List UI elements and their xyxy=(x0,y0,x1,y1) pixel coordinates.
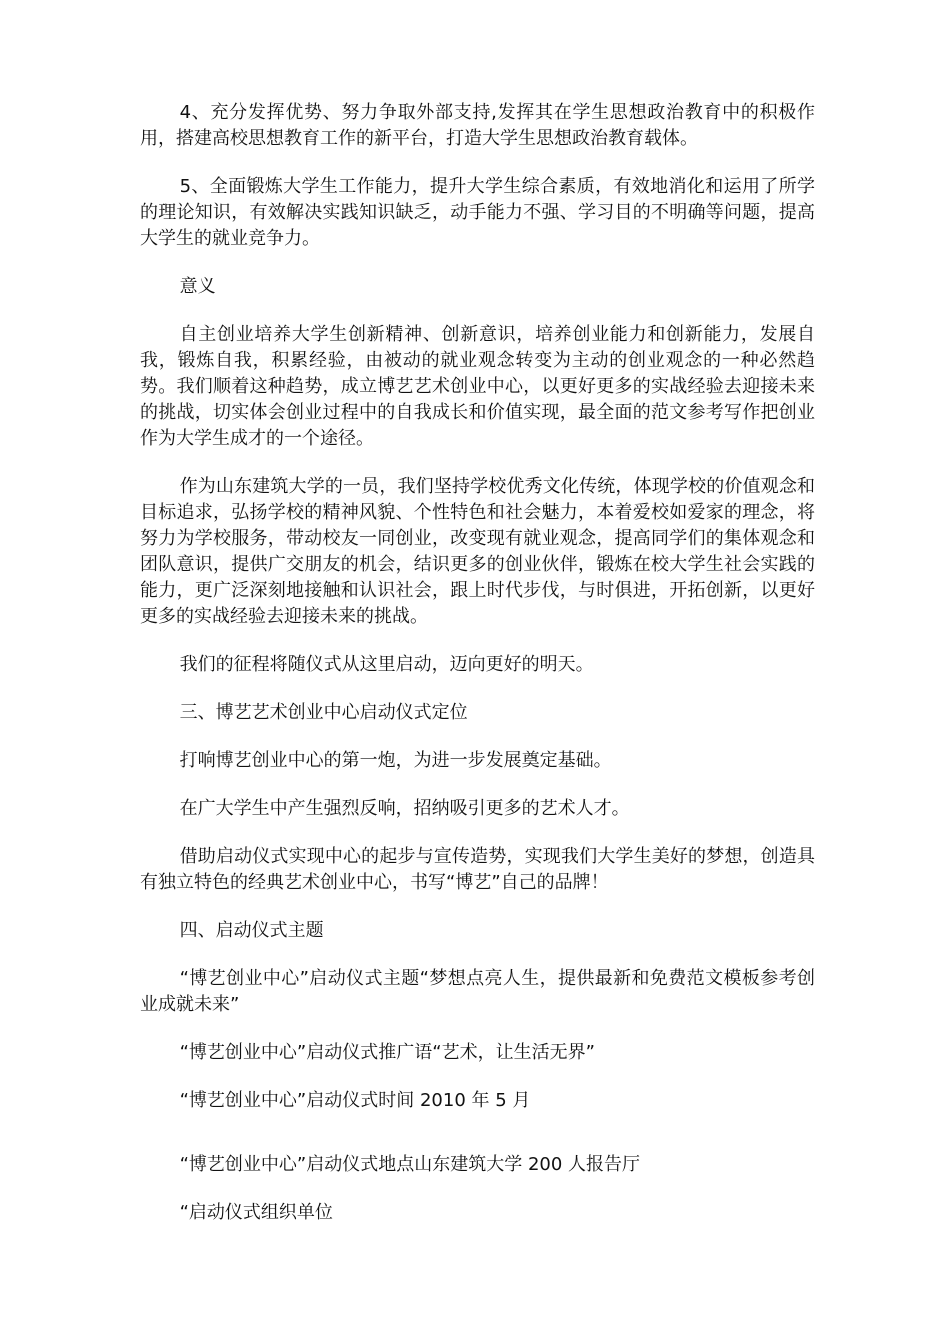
paragraph-positioning-3: 借助启动仪式实现中心的起步与宣传造势，实现我们大学生美好的梦想，创造具有独立特色的经典艺术创业中心，书写“博艺”自己的品牌！ xyxy=(140,846,815,893)
paragraph-significance-1: 自主创业培养大学生创新精神、创新意识，培养创业能力和创新能力，发展自我，锻炼自我，积累经验，由被动的就业观念转变为主动的创业观念的一种必然趋势。我们顺着这种趋势，成立博艺艺术创业中心，以更好更多的实战经验去迎接未来的挑战，切实体会创业过程中的自我成长和价值实现，最全面的范文参考写作把创业作为大学生成才的一个途径。 xyxy=(140,324,815,449)
paragraph-significance-2: 作为山东建筑大学的一员，我们坚持学校优秀文化传统，体现学校的价值观念和目标追求，弘扬学校的精神风貌、个性特色和社会魅力，本着爱校如爱家的理念，将努力为学校服务，带动校友一同创业，改变现有就业观念，提高同学们的集体观念和团队意识，提供广交朋友的机会，结识更多的创业伙伴，锻炼在校大学生社会实践的能力，更广泛深刻地接触和认识社会，跟上时代步伐，与时俱进，开拓创新，以更好更多的实战经验去迎接未来的挑战。 xyxy=(140,476,815,627)
paragraph-slogan: “博艺创业中心”启动仪式推广语“艺术，让生活无界” xyxy=(179,1042,595,1063)
section-heading-significance: 意义 xyxy=(179,276,216,297)
paragraph-positioning-1: 打响博艺创业中心的第一炮，为进一步发展奠定基础。 xyxy=(179,750,612,771)
section-heading-positioning: 三、博艺艺术创业中心启动仪式定位 xyxy=(179,702,468,723)
paragraph-journey: 我们的征程将随仪式从这里启动，迈向更好的明天。 xyxy=(179,654,594,675)
document-page xyxy=(140,100,815,1248)
paragraph-theme: “博艺创业中心”启动仪式主题“梦想点亮人生，提供最新和免费范文模板参考创业成就未来” xyxy=(140,968,815,1015)
paragraph-organizer: “启动仪式组织单位 xyxy=(179,1202,333,1223)
paragraph-point-5: 5、全面锻炼大学生工作能力，提升大学生综合素质，有效地消化和运用了所学的理论知识，有效解决实践知识缺乏，动手能力不强、学习目的不明确等问题，提高大学生的就业竞争力。 xyxy=(140,176,815,249)
paragraph-point-4: 4、充分发挥优势、努力争取外部支持,发挥其在学生思想政治教育中的积极作用，搭建高校思想教育工作的新平台，打造大学生思想政治教育载体。 xyxy=(140,102,815,149)
paragraph-time: “博艺创业中心”启动仪式时间 2010 年 5 月 xyxy=(179,1090,531,1111)
section-heading-theme: 四、启动仪式主题 xyxy=(179,920,324,941)
paragraph-positioning-2: 在广大学生中产生强烈反响，招纳吸引更多的艺术人才。 xyxy=(179,798,630,819)
paragraph-location: “博艺创业中心”启动仪式地点山东建筑大学 200 人报告厅 xyxy=(179,1154,641,1175)
